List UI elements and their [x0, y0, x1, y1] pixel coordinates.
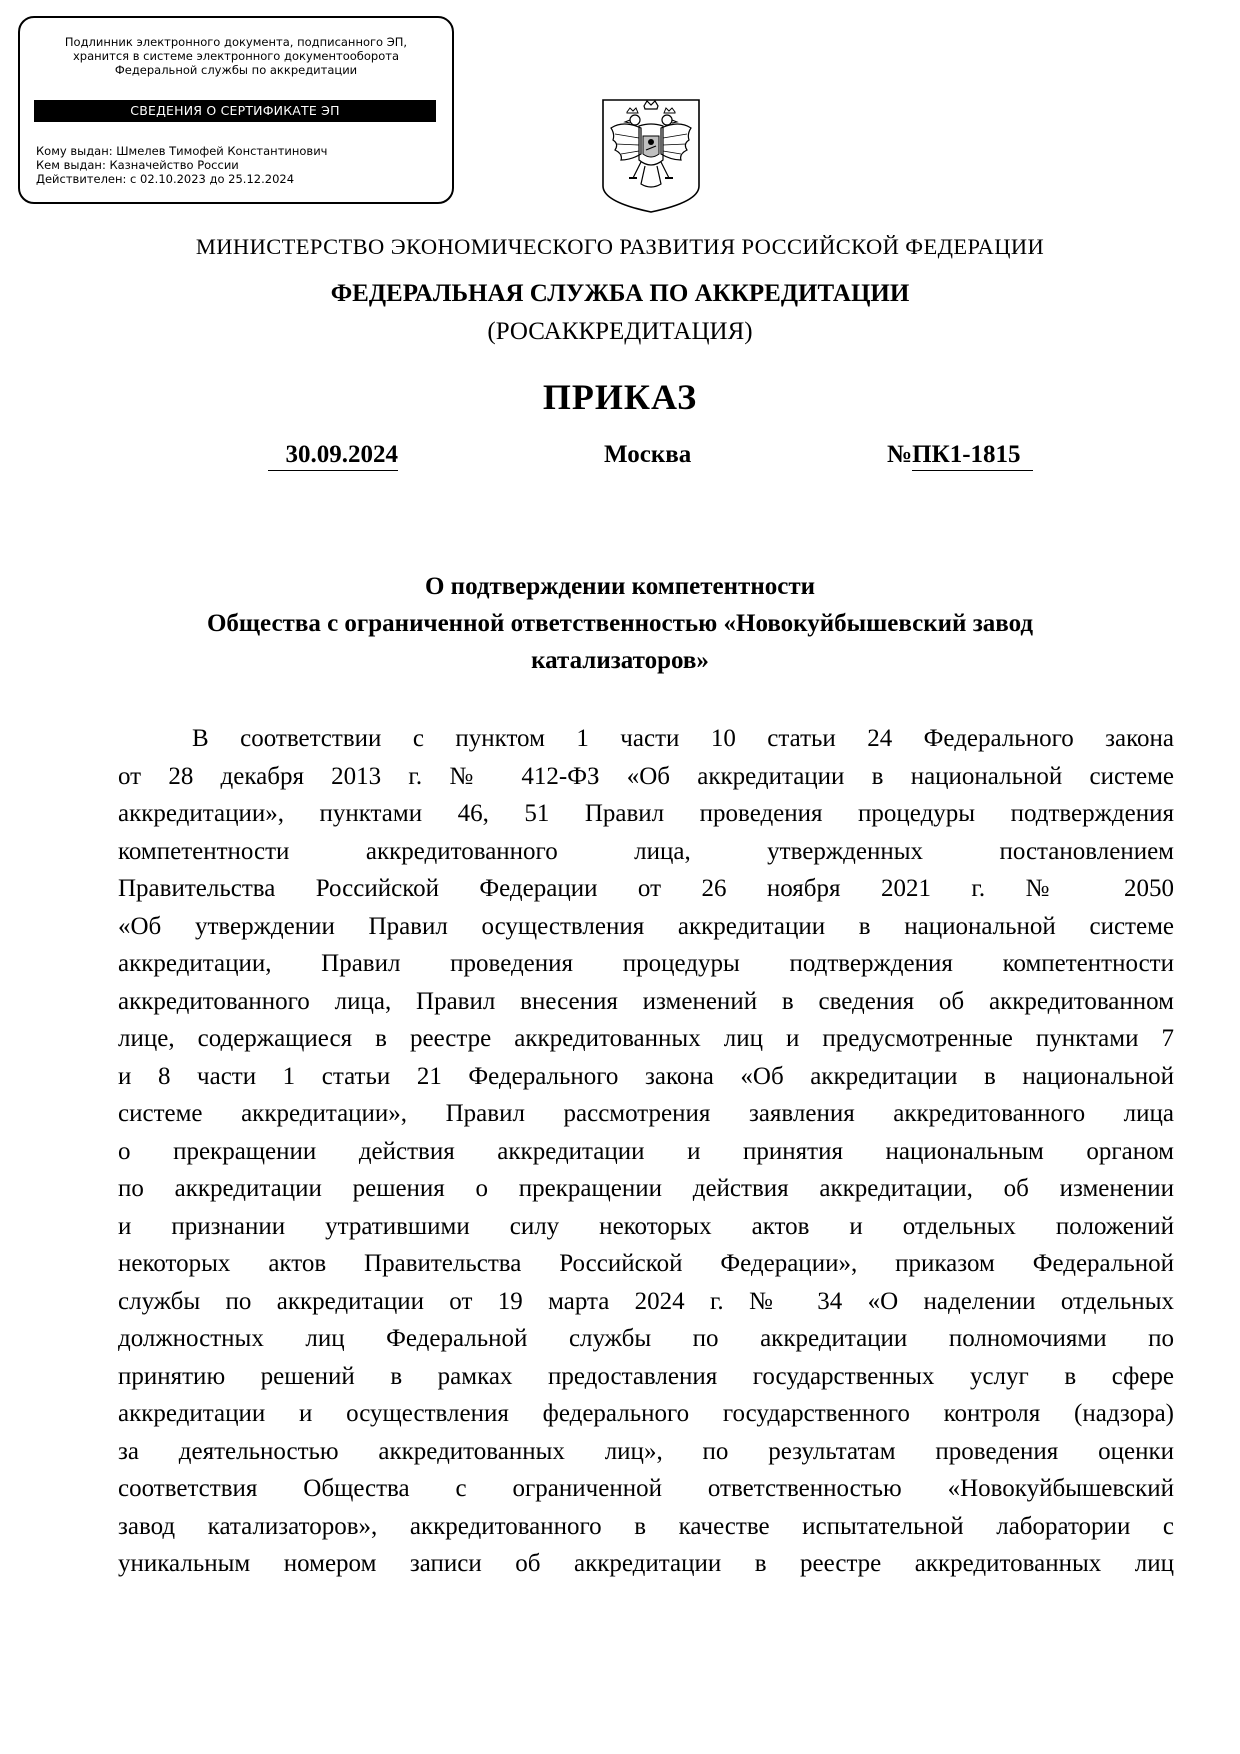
body-line: В соответствии с пунктом 1 части 10 статьи 24 Федерального закона [192, 725, 1174, 752]
ministry-name: МИНИСТЕРСТВО ЭКОНОМИЧЕСКОГО РАЗВИТИЯ РОССИЙСКОЙ ФЕДЕРАЦИИ [195, 234, 1045, 259]
body-line: системе аккредитации», Правил рассмотрения заявления аккредитованного лица [118, 1100, 1174, 1127]
stamp-header-line: Федеральной службы по аккредитации [114, 63, 358, 77]
body-line: от 28 декабря 2013 г. № 412-ФЗ «Об аккредитации в национальной системе [118, 762, 1174, 790]
body-line: за деятельностью аккредитованных лиц», по результатам проведения оценки [118, 1437, 1174, 1465]
service-short-name: (РОСАККРЕДИТАЦИЯ) [487, 318, 753, 345]
stamp-header-line: хранится в системе электронного документооборота [73, 49, 399, 63]
body-line: службы по аккредитации от 19 марта 2024 г. № 34 «О наделении отдельных [118, 1287, 1174, 1315]
order-body [118, 720, 1174, 1583]
body-line: о прекращении действия аккредитации и принятия национальным органом [118, 1137, 1174, 1165]
body-line: компетентности аккредитованного лица, утвержденных постановлением [118, 837, 1174, 865]
stamp-header-line: Подлинник электронного документа, подписанного ЭП, [64, 35, 408, 49]
body-line: аккредитации», пунктами 46, 51 Правил проведения процедуры подтверждения [118, 800, 1174, 827]
body-line: завод катализаторов», аккредитованного в качестве испытательной лаборатории с [118, 1512, 1174, 1540]
body-line: по аккредитации решения о прекращении действия аккредитации, об изменении [118, 1175, 1174, 1202]
document-type: ПРИКАЗ [542, 377, 698, 417]
order-number-prefix: № [887, 441, 913, 468]
body-line: «Об утверждении Правил осуществления аккредитации в национальной системе [118, 912, 1174, 940]
service-name: ФЕДЕРАЛЬНАЯ СЛУЖБА ПО АККРЕДИТАЦИИ [330, 280, 910, 307]
certificate-info [36, 144, 442, 186]
body-line: лице, содержащиеся в реестре аккредитованных лиц и предусмотренные пунктами 7 [118, 1025, 1174, 1052]
body-line: некоторых актов Правительства Российской Федерации», приказом Федеральной [118, 1250, 1174, 1277]
certificate-issued-to: Кому выдан: Шмелев Тимофей Константинович [36, 144, 328, 158]
subject-line: О подтверждении компетентности [424, 573, 815, 600]
subject-line: Общества с ограниченной ответственностью «Новокуйбышевский завод [206, 610, 1033, 637]
body-line: Правительства Российской Федерации от 26 ноября 2021 г. № 2050 [118, 875, 1174, 902]
body-line: аккредитации, Правил проведения процедуры подтверждения компетентности [118, 950, 1174, 977]
order-city: Москва [604, 441, 692, 468]
certificate-title-bar: СВЕДЕНИЯ О СЕРТИФИКАТЕ ЭП [34, 100, 436, 122]
order-number [887, 441, 1033, 471]
body-line: уникальным номером записи об аккредитации в реестре аккредитованных лиц [118, 1550, 1174, 1577]
body-line: аккредитованного лица, Правил внесения изменений в сведения об аккредитованном [118, 987, 1174, 1015]
stamp-header [36, 35, 436, 77]
certificate-validity: Действителен: с 02.10.2023 до 25.12.2024 [36, 172, 295, 186]
body-line: принятию решений в рамках предоставления государственных услуг в сфере [118, 1362, 1174, 1390]
body-line: и 8 части 1 статьи 21 Федерального закона «Об аккредитации в национальной [118, 1062, 1174, 1090]
e-signature-stamp [18, 16, 454, 204]
body-line: аккредитации и осуществления федерального государственного контроля (надзора) [118, 1400, 1174, 1427]
order-subject [0, 568, 1240, 679]
body-line: и признании утратившими силу некоторых актов и отдельных положений [118, 1212, 1174, 1240]
body-line: соответствия Общества с ограниченной ответственностью «Новокуйбышевский [118, 1475, 1174, 1502]
subject-line: катализаторов» [531, 647, 709, 674]
coat-of-arms-icon [601, 98, 701, 214]
body-line: должностных лиц Федеральной службы по аккредитации полномочиями по [118, 1325, 1174, 1352]
order-date: 30.09.2024 [268, 441, 398, 471]
order-number-value: ПК1-1815 [912, 441, 1032, 471]
certificate-issued-by: Кем выдан: Казначейство России [36, 158, 239, 172]
